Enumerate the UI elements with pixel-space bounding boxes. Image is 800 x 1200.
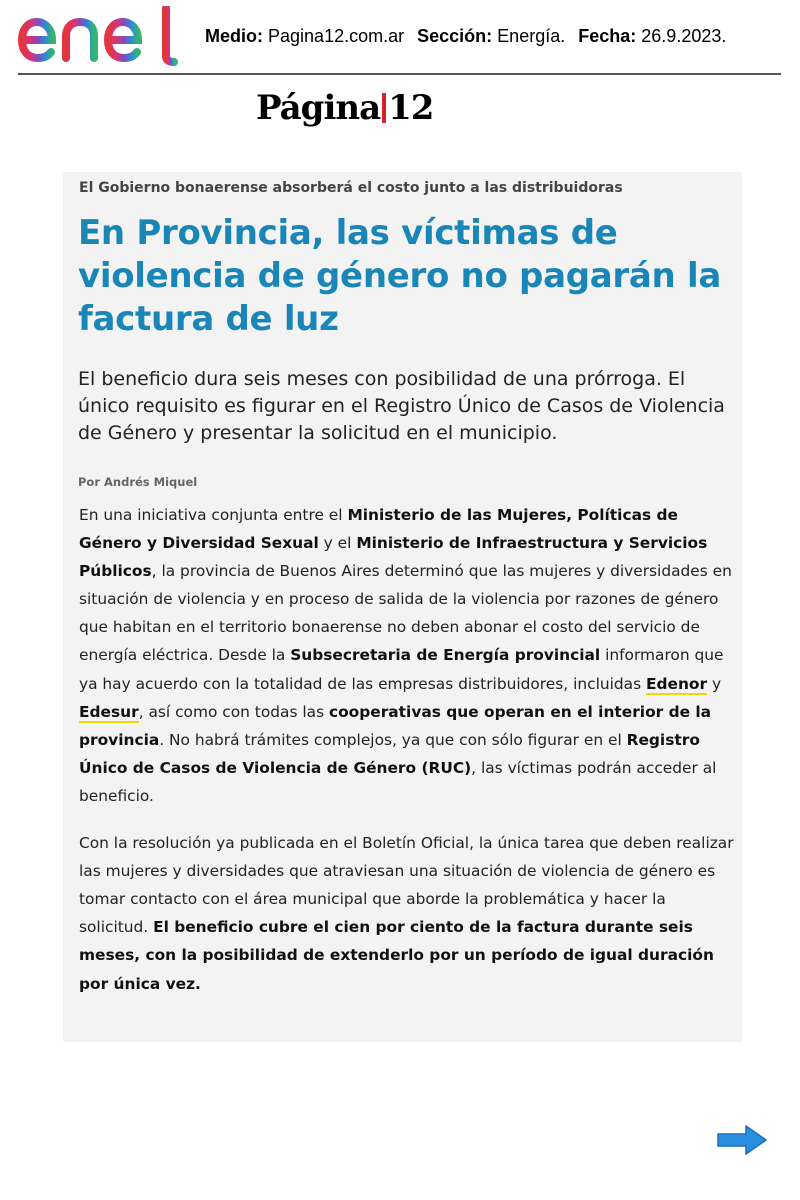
cooperativas: cooperativas que operan en el interior de la provincia xyxy=(79,702,712,749)
fecha-value: 26.9.2023. xyxy=(641,26,727,46)
ministerio-infraestructura: Ministerio de Infraestructura y Servicios Públicos xyxy=(79,534,708,581)
fecha-label: Fecha: xyxy=(578,26,637,46)
article-kicker: El Gobierno bonaerense absorberá el costo junto a las distribuidoras xyxy=(79,180,623,196)
medio-value: Pagina12.com.ar xyxy=(268,26,405,46)
article-summary: El beneficio dura seis meses con posibilidad de una prórroga. El único requisito es figurar en el Registro Único de Casos de Violencia de Género y presentar la solicitud en el municipio. xyxy=(78,368,725,444)
masthead-bar xyxy=(382,93,386,123)
edesur-link[interactable]: Edesur xyxy=(79,702,139,721)
article-card xyxy=(63,172,742,1042)
ministerio-mujeres: Ministerio de las Mujeres, Políticas de Género y Diversidad Sexual xyxy=(79,506,678,553)
header-divider xyxy=(18,73,781,75)
paragraph-1: En una iniciativa conjunta entre el Ministerio de las Mujeres, Políticas de Género y Diversidad Sexual y el Ministerio de Infraestructura y Servicios Públicos, la provincia de Buenos Aires determinó que las mujeres y diversidades en situación de violencia y en proceso de salida de la violencia por razones de género que habitan en el territorio bonaerense no deben abonar el costo del servicio de energía eléctrica. Desde la Subsecretaria de Energía provincial informaron que ya hay acuerdo con la totalidad de las empresas distribuidores, incluidas Edenor y Edesur, así como con todas las cooperativas que operan en el interior de la provincia. No habrá trámites complejos, ya que con sólo figurar en el Registro Único de Casos de Violencia de Género (RUC), las víctimas podrán acceder al beneficio. xyxy=(79,506,732,805)
paragraph-2: Con la resolución ya publicada en el Boletín Oficial, la única tarea que deben realizar las mujeres y diversidades que atraviesan una situación de violencia de género es tomar contacto con el área municipal que aborde la problemática y hacer la solicitud. El beneficio cubre el cien por ciento de la factura durante seis meses, con la posibilidad de extenderlo por un período de igual duración por única vez. xyxy=(79,834,734,993)
edenor-link[interactable]: Edenor xyxy=(645,674,708,693)
document-meta xyxy=(205,26,726,47)
enel-logo xyxy=(16,6,182,68)
masthead-number: 12 xyxy=(388,88,434,128)
subsecretaria-energia: Subsecretaria de Energía provincial xyxy=(290,646,601,665)
seccion-label: Sección: xyxy=(417,26,493,46)
seccion-value: Energía. xyxy=(497,26,566,46)
pagina12-logo xyxy=(256,88,433,128)
arrow-right-icon[interactable] xyxy=(716,1123,768,1157)
beneficio-highlight: El beneficio cubre el cien por ciento de la factura durante seis meses, con la posibilidad de extenderlo por un período de igual duración por única vez. xyxy=(79,918,714,993)
article-body xyxy=(79,501,739,998)
registro-ruc: Registro Único de Casos de Violencia de Género (RUC) xyxy=(79,730,700,777)
article-title: En Provincia, las víctimas de violencia de género no pagarán la factura de luz xyxy=(78,213,721,339)
masthead-name: Página xyxy=(256,88,381,128)
medio-label: Medio: xyxy=(205,26,263,46)
document-header xyxy=(0,0,800,76)
svg-text:enel: enel xyxy=(16,6,18,7)
article-byline: Por Andrés Miquel xyxy=(78,475,198,489)
